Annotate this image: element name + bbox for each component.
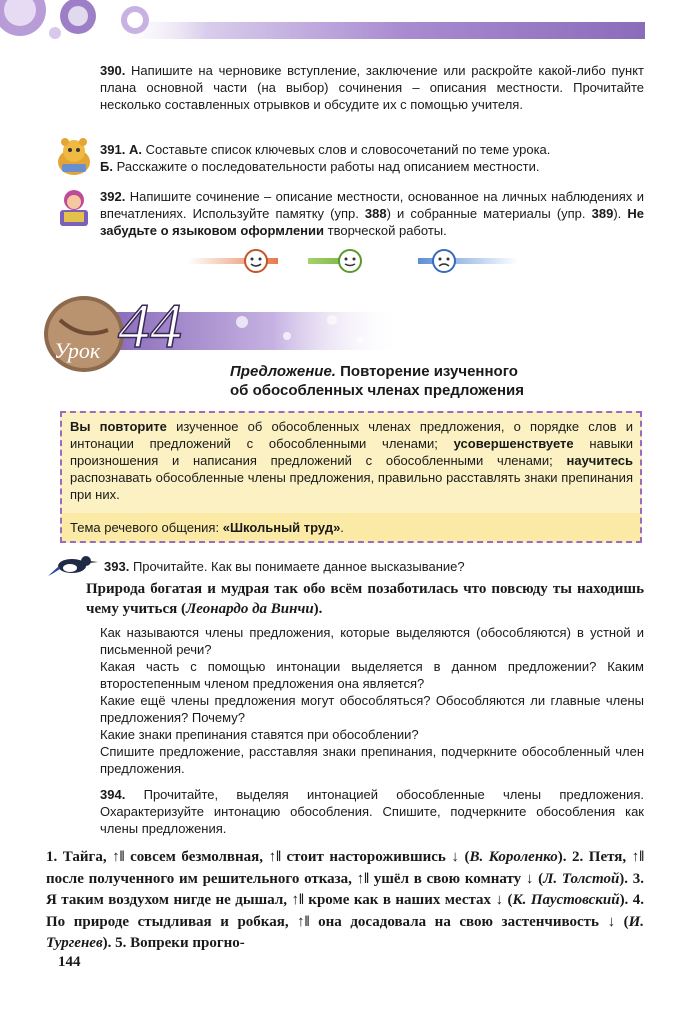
exercise-emphasis: Не забудьте о языковом оформлении [100,206,644,238]
exercise-text: творческой работы. [327,223,447,238]
question: Какие знаки препинания ставятся при обособлении? [100,727,419,742]
sentence-part: совсем безмолвная, [130,849,264,865]
neutral-face-icon [339,250,361,272]
down-arrow-icon: ↓ [495,892,504,908]
down-arrow-icon: ↓ [607,913,616,930]
exercise-text: ). [613,206,622,221]
exercise-text: Прочитайте. Как вы понимаете данное высказывание? [132,559,465,574]
question: Какие ещё члены предложения могут обособляться? Обособляются ли главные члены предложения? Почему? [100,693,644,725]
objective-3-text: распознавать обособленные члены предложения, правильно расставлять знаки препинания при них. [70,470,633,502]
up-arrow-icon: ↑‖ [268,849,281,865]
reading-girl-icon [52,186,96,230]
sad-face-icon [433,250,455,272]
objective-3-label: научитесь [566,453,633,468]
exercise-393-quote: Природа богатая и мудрая так обо всём позаботилась что повсюду ты находишь чему учиться (Леонардо да Винчи). [86,581,644,617]
exercise-393-questions [100,624,644,777]
exercise-393-instruction [104,558,465,575]
exercise-394-sentences: 1. Тайга, ↑‖ совсем безмолвная, ↑‖ стоит насторожившись ↓ (В. Короленко). 2. Петя, ↑‖ после полученного им решительного отказа, ↑‖ ушёл в свою комнату ↓ (Л. Толстой). 3. Я таким воздухом нигде не дышал, ↑‖ кроме как в наших местах ↓ (К. Паустовский). 4. По природе стыдливая и робкая, ↑‖ она досадовала на свою застенчивость ↓ (И. Тургенев). 5. Вопреки прогно- [46,849,645,951]
objective-2-label: усовершенствуете [453,436,574,451]
lesson-title [230,362,650,400]
sentence-part: 2. Петя, [572,849,627,865]
happy-face-icon [245,250,267,272]
part-a-text: Составьте список ключевых слов и словосочетаний по теме урока. [145,142,551,157]
sentence-author: В. Короленко [469,849,558,865]
up-arrow-icon: ↑‖ [291,892,304,908]
exercise-394-instruction [100,786,644,837]
quote-text: Природа богатая и мудрая так обо всём позаботилась что повсюду ты находишь чему учиться [86,581,644,617]
exercise-text: Прочитайте, выделяя интонацией обособленные члены предложения. Охарактеризуйте интонацию обособления. Спишите, подчеркните обособления как члены предложения. [100,787,644,836]
exercise-390 [100,62,644,113]
sentence-part: стоит насторожившись [286,849,446,865]
lesson-label: Урок [54,338,101,363]
up-arrow-icon: ↑‖ [356,870,370,887]
smiley-divider [188,248,518,274]
up-arrow-icon: ↑‖ [112,849,125,865]
down-arrow-icon: ↓ [451,849,459,865]
page-number: 144 [58,954,81,970]
magpie-icon [46,550,102,580]
question: Как называются члены предложения, которые выделяются (обособляются) в устной и письменной речи? [100,625,644,657]
part-a-label: А. [128,142,142,157]
quote-author: Леонардо да Винчи [186,601,314,617]
question: Какая часть с помощью интонации выделяется в данном предложении? Каким второстепенным членом предложения она является? [100,659,644,691]
sentence-part: 3. Я таким воздухом нигде не дышал, [46,870,645,908]
exercise-392 [100,188,644,239]
exercise-text: ) и собранные материалы (упр. [386,206,586,221]
sentence-part: 5. Вопреки прогно- [115,935,245,951]
objectives-text [70,418,633,503]
sentence-author: И. Тургенев [46,913,645,951]
exercise-number: 390. [100,63,126,78]
lesson-title-rest: Повторение изученного [340,363,518,380]
sentence-part: 4. По природе стыдливая и робкая, [46,892,645,930]
objective-2-text: навыки произношения и написания предложений с обособленными членами; [70,436,633,468]
lesson-title-line2: об обособленных членах предложения [230,382,524,399]
objective-1-text: изученное об обособленных членах предложения, о порядке слов и интонации предложений с обособленными членами; [70,419,633,451]
sentence-part: 1. Тайга, [46,849,107,865]
question: Спишите предложение, расставляя знаки препинания, подчеркните обособленный член предложения. [100,744,644,776]
down-arrow-icon: ↓ [525,870,534,887]
topic-line: Тема речевого общения: «Школьный труд». [70,520,344,535]
exercise-number: 394. [100,787,126,802]
sentence-part: ушёл в свою комнату [373,870,522,887]
topic-value: «Школьный труд» [222,520,341,535]
up-arrow-icon: ↑‖ [297,913,310,930]
exercise-391 [100,141,644,175]
sentence-author: К. Паустовский [512,892,620,908]
sentence-part: кроме как в наших местах [308,892,492,908]
exercise-text: Напишите на черновике вступление, заключение или раскройте какой-либо пункт плана основной части (на выбор) сочинения – описания местности. Прочитайте несколько составленных отрывков и обсудите их с помощью учителя. [100,63,644,112]
topic-label: Тема речевого общения: [70,520,220,535]
lesson-title-topic: Предложение. [230,363,336,380]
lesson-number: 44 [118,290,182,361]
exercise-text: Напишите сочинение – описание местности, основанное на личных наблюдениях и впечатлениях. Используйте памятку (упр. [100,189,644,221]
top-header-decoration [0,0,700,50]
exercise-ref: 389 [591,206,614,221]
objective-1-label: Вы повторите [70,419,167,434]
sentence-part: она досадовала на свою застенчивость [318,913,599,930]
up-arrow-icon: ↑‖ [631,849,645,865]
exercise-number: 393. [104,559,130,574]
sentence-author: Л. Толстой [543,870,620,887]
exercise-number: 392. [100,189,126,204]
exercise-ref: 388 [364,206,387,221]
part-b-text: Расскажите о последовательности работы над описанием местности. [116,159,540,174]
exercise-number: 391. [100,142,126,157]
bear-mascot-icon [52,136,96,176]
part-b-label: Б. [100,159,113,174]
sentence-part: после полученного им решительного отказа, [46,870,352,887]
